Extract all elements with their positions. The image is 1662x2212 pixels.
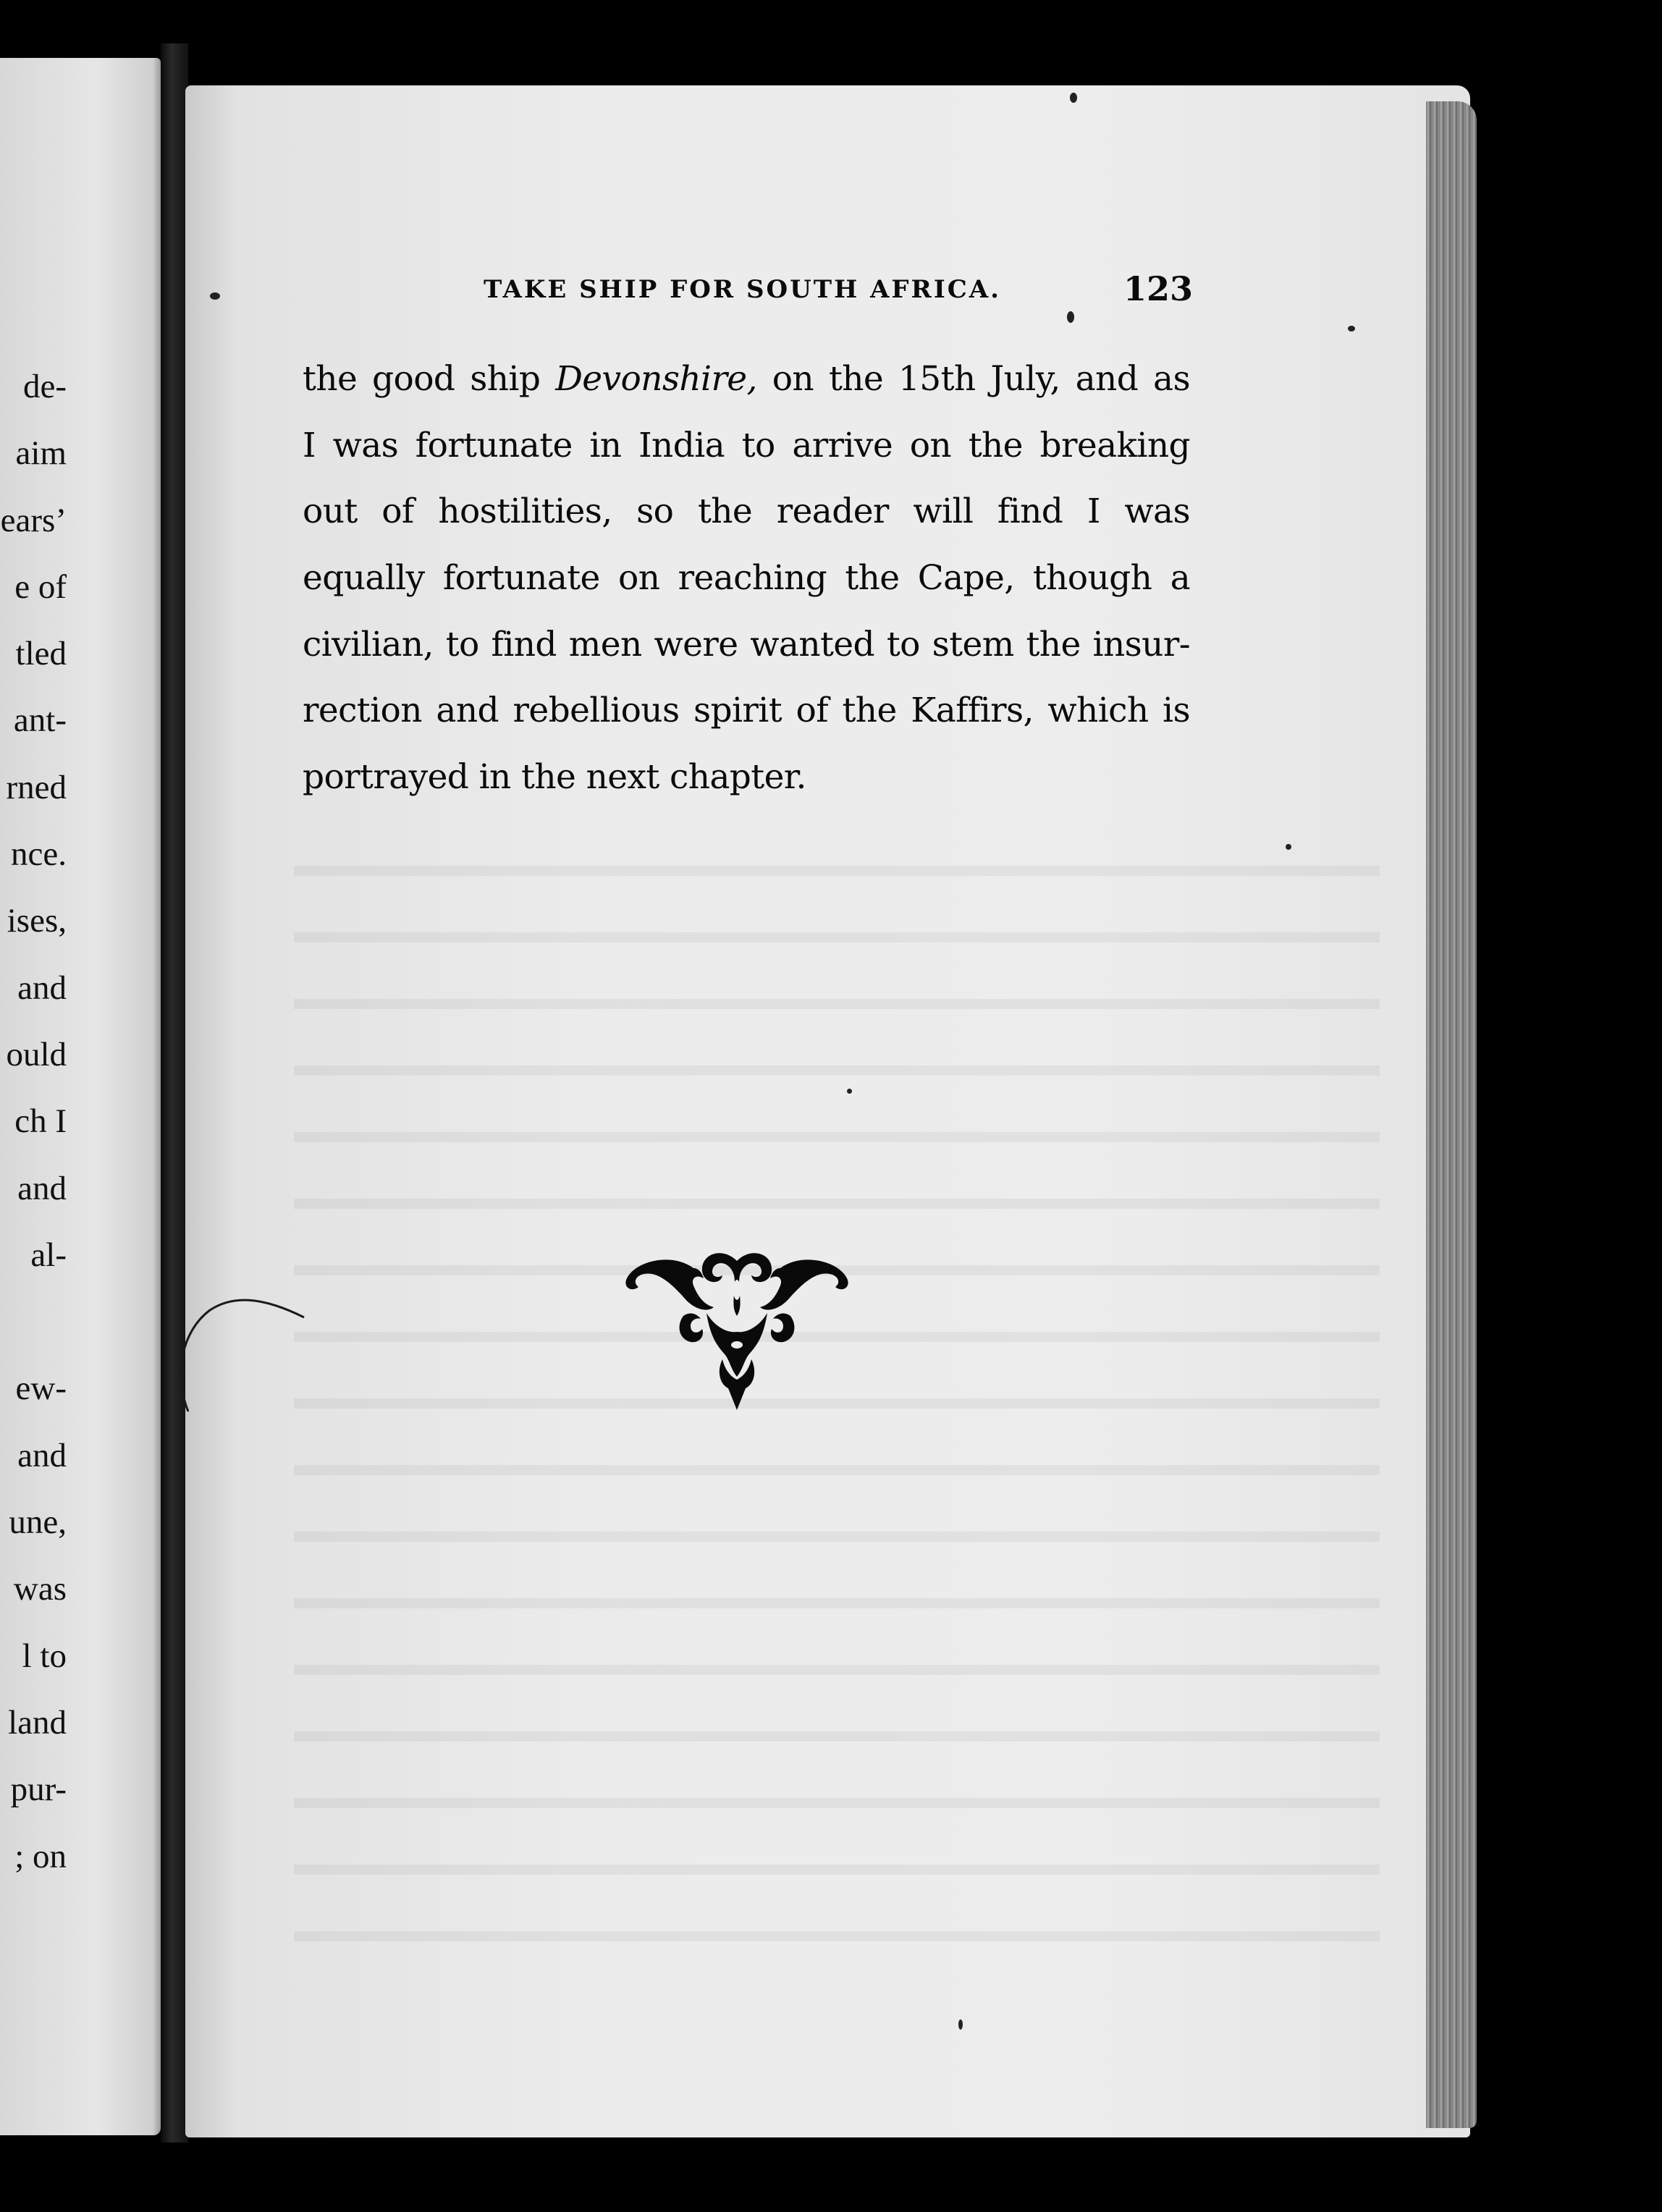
fragment-line: ew- bbox=[15, 1369, 67, 1408]
ink-speck bbox=[1348, 326, 1355, 332]
fragment-line: ; on bbox=[14, 1837, 67, 1875]
fragment-line: ould bbox=[6, 1035, 67, 1073]
ink-speck bbox=[210, 292, 220, 300]
ink-speck bbox=[1067, 311, 1074, 323]
fragment-line: and bbox=[17, 1169, 67, 1207]
text-line-7: portrayed in the next chapter. bbox=[303, 757, 806, 798]
book-gutter bbox=[161, 43, 188, 2143]
fragment-line bbox=[0, 1288, 67, 1355]
running-title: TAKE SHIP FOR SOUTH AFRICA. bbox=[484, 275, 1001, 304]
ink-speck bbox=[1286, 844, 1291, 850]
fragment-line: ch I bbox=[14, 1102, 67, 1141]
text-line-4: equally fortunate on reaching the Cape, though a bbox=[303, 558, 1190, 599]
fragment-line: rned bbox=[6, 768, 67, 806]
fragment-line: ant- bbox=[13, 701, 67, 740]
text-line-1: the good ship Devonshire, on the 15th July, and as bbox=[303, 359, 1190, 399]
fragment-line: and bbox=[17, 968, 67, 1007]
fragment-line: l to bbox=[22, 1637, 67, 1675]
fragment-line: al- bbox=[30, 1236, 67, 1274]
fragment-line: ises, bbox=[7, 902, 67, 940]
page-header bbox=[484, 269, 1193, 313]
text-line-6: rection and rebellious spirit of the Kaffirs, which is bbox=[303, 691, 1190, 731]
text-line-5: civilian, to find men were wanted to stem the insur- bbox=[303, 624, 1190, 664]
fragment-line: nce. bbox=[11, 835, 67, 874]
text-line-2: I was fortunate in India to arrive on the breaking bbox=[303, 425, 1190, 465]
text-line-3: out of hostilities, so the reader will find I was bbox=[303, 491, 1190, 532]
fragment-line: was bbox=[13, 1570, 67, 1608]
book-fore-edge bbox=[1426, 101, 1477, 2128]
fragment-line: pur- bbox=[10, 1770, 67, 1809]
page-number: 123 bbox=[1123, 269, 1193, 308]
fragment-line: aim bbox=[15, 434, 67, 473]
ink-speck bbox=[847, 1089, 852, 1094]
ship-name-italic: Devonshire, bbox=[555, 359, 757, 399]
previous-page-line-fragments bbox=[0, 353, 67, 1890]
pencil-annotation-mark bbox=[166, 1281, 319, 1426]
fragment-line: ears’ bbox=[0, 501, 67, 539]
fragment-line: e of bbox=[14, 567, 67, 606]
fragment-line: and bbox=[17, 1436, 67, 1474]
fragment-line: de- bbox=[22, 368, 67, 405]
ink-speck bbox=[1070, 93, 1077, 103]
fragment-line: une, bbox=[9, 1503, 67, 1542]
fragment-line: land bbox=[8, 1703, 67, 1742]
ink-speck bbox=[958, 2019, 963, 2030]
floral-tailpiece-ornament bbox=[621, 1246, 853, 1410]
previous-page-edge bbox=[0, 58, 161, 2135]
body-text bbox=[303, 346, 1190, 811]
fragment-line: tled bbox=[15, 635, 67, 673]
